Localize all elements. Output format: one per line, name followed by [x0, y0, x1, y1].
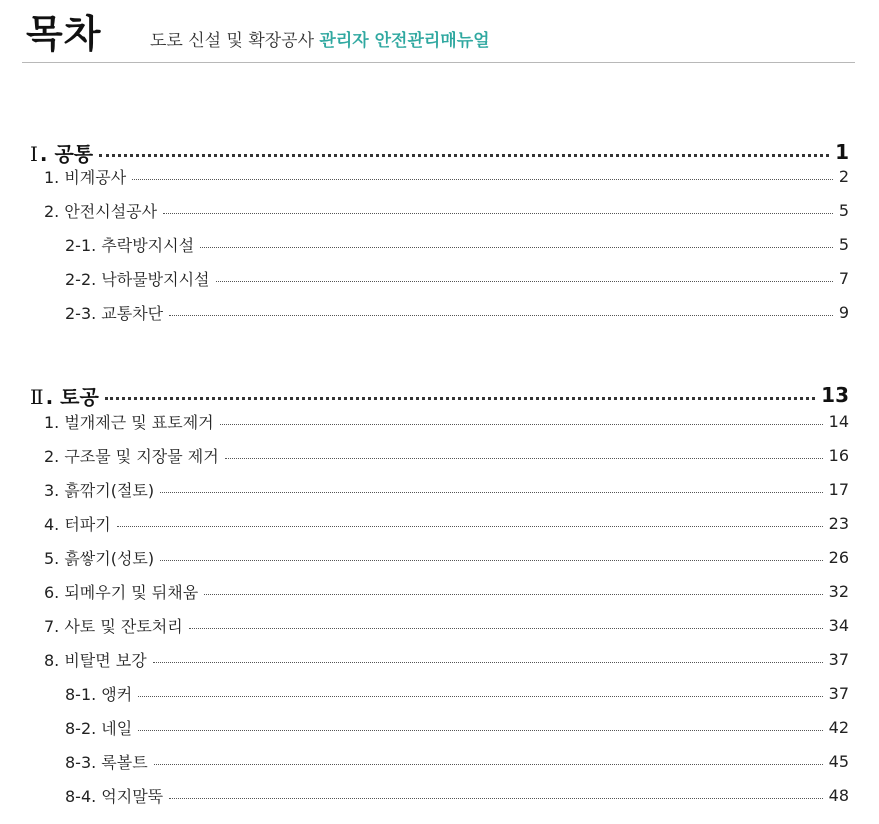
page-title: 목차 [26, 12, 102, 56]
toc-item-label: 8-2. 네일 [65, 718, 133, 738]
toc-item[interactable] [44, 408, 849, 434]
toc-page-number: 23 [828, 513, 849, 533]
toc-item-label: 5. 흙쌓기(성토) [44, 548, 155, 568]
toc-subitem[interactable] [65, 748, 849, 774]
toc-item-label: 8-1. 앵커 [65, 684, 133, 704]
toc-page-number: 5 [838, 200, 849, 220]
dot-leader [160, 560, 823, 561]
dot-leader [169, 798, 823, 799]
toc-item[interactable] [44, 163, 849, 189]
toc-item[interactable] [44, 197, 849, 223]
toc-page-number: 1 [835, 140, 849, 164]
toc-page-number: 5 [838, 234, 849, 254]
toc-item[interactable] [44, 544, 849, 570]
toc-item-label: 6. 되메우기 및 뒤채움 [44, 582, 199, 602]
toc-page-number: 7 [838, 268, 849, 288]
toc-page-number: 42 [828, 717, 849, 737]
toc-item[interactable] [44, 578, 849, 604]
dot-leader [204, 594, 822, 595]
toc-section-title [30, 381, 99, 410]
dot-leader [138, 730, 822, 731]
toc-page-number: 26 [828, 547, 849, 567]
toc-item-label: 2. 안전시설공사 [44, 201, 158, 221]
toc-page-number: 48 [828, 785, 849, 805]
subtitle-accent: 관리자 안전관리매뉴얼 [319, 31, 490, 51]
toc-item-label: 8-4. 억지말뚝 [65, 786, 164, 806]
toc-item-label: 7. 사토 및 잔토처리 [44, 616, 183, 636]
toc-item-label: 1. 벌개제근 및 표토제거 [44, 412, 214, 432]
subtitle-plain: 도로 신설 및 확장공사 [150, 31, 315, 51]
toc-page-number: 32 [828, 581, 849, 601]
toc-page-number: 37 [828, 683, 849, 703]
dot-leader [117, 526, 823, 527]
toc-item[interactable] [44, 442, 849, 468]
toc-item-label: 4. 터파기 [44, 514, 111, 534]
dot-leader [105, 397, 815, 400]
toc-item-label: 2. 구조물 및 지장물 제거 [44, 446, 219, 466]
toc-page-number: 2 [838, 166, 849, 186]
toc-section-numeral: Ⅰ [30, 141, 38, 166]
toc-subitem[interactable] [65, 680, 849, 706]
toc-subitem[interactable] [65, 231, 849, 257]
dot-leader [160, 492, 823, 493]
toc-item-label: 2-1. 추락방지시설 [65, 235, 195, 255]
toc-section-name: . 공통 [39, 141, 94, 166]
toc-page-number: 14 [828, 411, 849, 431]
dot-leader [216, 281, 833, 282]
toc-item-label: 8. 비탈면 보강 [44, 650, 147, 670]
toc-subitem[interactable] [65, 265, 849, 291]
toc-section-numeral: Ⅱ [30, 384, 44, 409]
dot-leader [154, 764, 823, 765]
dot-leader [163, 213, 833, 214]
toc-item[interactable] [44, 476, 849, 502]
toc-item[interactable] [44, 510, 849, 536]
toc-page-number: 34 [828, 615, 849, 635]
dot-leader [169, 315, 833, 316]
toc-page-number: 37 [828, 649, 849, 669]
toc-item-label: 1. 비계공사 [44, 167, 127, 187]
toc-item-label: 2-2. 낙하물방지시설 [65, 269, 210, 289]
dot-leader [200, 247, 833, 248]
toc-item-label: 2-3. 교통차단 [65, 303, 164, 323]
dot-leader [189, 628, 823, 629]
toc-page-number: 13 [821, 383, 849, 407]
toc-item[interactable] [44, 646, 849, 672]
toc-item[interactable] [44, 612, 849, 638]
toc-page-number: 17 [828, 479, 849, 499]
toc-subitem[interactable] [65, 714, 849, 740]
dot-leader [132, 179, 833, 180]
toc-page-number: 9 [838, 302, 849, 322]
toc-section-name: . 토공 [45, 384, 99, 409]
dot-leader [225, 458, 823, 459]
toc-subitem[interactable] [65, 299, 849, 325]
toc-page-number: 45 [828, 751, 849, 771]
toc-page-number: 16 [828, 445, 849, 465]
dot-leader [138, 696, 822, 697]
dot-leader [220, 424, 823, 425]
toc-subitem[interactable] [65, 782, 849, 808]
toc-item-label: 8-3. 록볼트 [65, 752, 148, 772]
dot-leader [153, 662, 823, 663]
toc-section[interactable] [30, 380, 849, 410]
dot-leader [99, 154, 829, 157]
toc-item-label: 3. 흙깎기(절토) [44, 480, 155, 500]
